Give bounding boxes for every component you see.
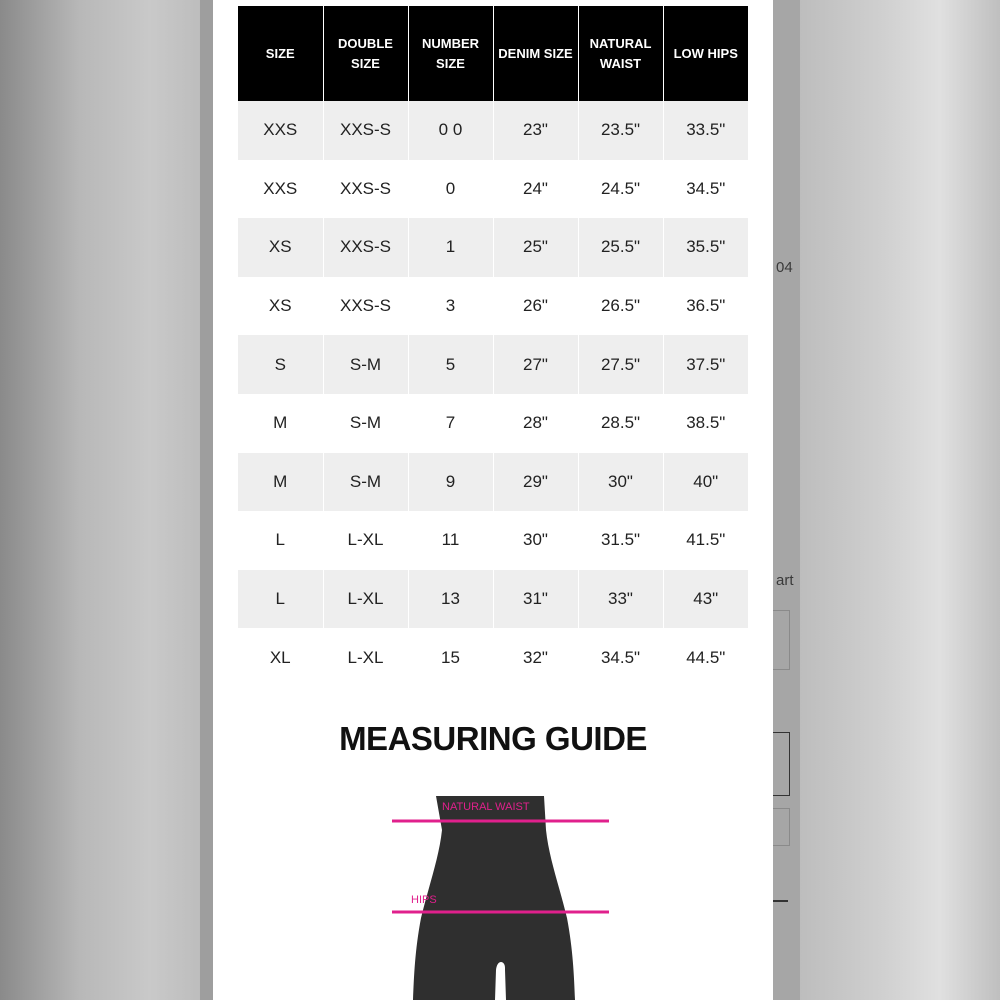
column-header: LOW HIPS bbox=[663, 6, 748, 101]
column-header: DOUBLE SIZE bbox=[323, 6, 408, 101]
table-cell: 28.5" bbox=[578, 394, 663, 453]
table-cell: 1 bbox=[408, 218, 493, 277]
table-cell: 26" bbox=[493, 277, 578, 336]
table-cell: 24.5" bbox=[578, 160, 663, 219]
table-cell: 11 bbox=[408, 511, 493, 570]
table-cell: 32" bbox=[493, 628, 578, 687]
table-cell: S-M bbox=[323, 335, 408, 394]
table-cell: 27.5" bbox=[578, 335, 663, 394]
table-cell: 34.5" bbox=[663, 160, 748, 219]
table-row bbox=[238, 277, 748, 336]
table-cell: 34.5" bbox=[578, 628, 663, 687]
table-cell: XXS-S bbox=[323, 101, 408, 160]
table-cell: XXS-S bbox=[323, 218, 408, 277]
background-button bbox=[772, 732, 790, 796]
table-row bbox=[238, 218, 748, 277]
hips-label: HIPS bbox=[411, 894, 437, 906]
table-cell: 33.5" bbox=[663, 101, 748, 160]
table-cell: S bbox=[238, 335, 323, 394]
table-row bbox=[238, 335, 748, 394]
table-cell: XXS-S bbox=[323, 277, 408, 336]
column-header: NATURAL WAIST bbox=[578, 6, 663, 101]
table-cell: 25.5" bbox=[578, 218, 663, 277]
table-cell: S-M bbox=[323, 453, 408, 512]
table-cell: 25" bbox=[493, 218, 578, 277]
background-divider bbox=[772, 900, 788, 902]
table-cell: 31" bbox=[493, 570, 578, 629]
table-cell: 44.5" bbox=[663, 628, 748, 687]
table-cell: 23.5" bbox=[578, 101, 663, 160]
table-cell: 41.5" bbox=[663, 511, 748, 570]
size-chart-table bbox=[238, 6, 748, 687]
table-cell: XXS bbox=[238, 101, 323, 160]
table-cell: 13 bbox=[408, 570, 493, 629]
table-cell: XL bbox=[238, 628, 323, 687]
table-cell: 7 bbox=[408, 394, 493, 453]
table-cell: 0 bbox=[408, 160, 493, 219]
silhouette-body bbox=[413, 796, 575, 1000]
table-cell: 38.5" bbox=[663, 394, 748, 453]
table-cell: 5 bbox=[408, 335, 493, 394]
table-cell: M bbox=[238, 453, 323, 512]
table-cell: XXS bbox=[238, 160, 323, 219]
table-cell: 35.5" bbox=[663, 218, 748, 277]
table-cell: 37.5" bbox=[663, 335, 748, 394]
table-cell: 26.5" bbox=[578, 277, 663, 336]
table-cell: 27" bbox=[493, 335, 578, 394]
size-chart-header-row bbox=[238, 6, 748, 101]
table-cell: 15 bbox=[408, 628, 493, 687]
table-row bbox=[238, 101, 748, 160]
background-text-fragment: 04 bbox=[776, 259, 793, 276]
background-button bbox=[772, 808, 790, 846]
table-row bbox=[238, 570, 748, 629]
table-cell: 36.5" bbox=[663, 277, 748, 336]
table-cell: L bbox=[238, 511, 323, 570]
table-cell: 40" bbox=[663, 453, 748, 512]
table-row bbox=[238, 628, 748, 687]
background-text-fragment: art bbox=[776, 572, 794, 589]
table-cell: L-XL bbox=[323, 628, 408, 687]
background-input-box bbox=[772, 610, 790, 670]
background-page-edge bbox=[773, 0, 800, 1000]
table-cell: 30" bbox=[578, 453, 663, 512]
column-header: DENIM SIZE bbox=[493, 6, 578, 101]
table-cell: XS bbox=[238, 218, 323, 277]
table-cell: 30" bbox=[493, 511, 578, 570]
silhouette-gap bbox=[497, 962, 505, 1000]
size-chart-modal bbox=[213, 0, 773, 1000]
table-cell: 28" bbox=[493, 394, 578, 453]
table-cell: 31.5" bbox=[578, 511, 663, 570]
table-cell: 23" bbox=[493, 101, 578, 160]
table-cell: 3 bbox=[408, 277, 493, 336]
table-cell: 0 0 bbox=[408, 101, 493, 160]
table-cell: M bbox=[238, 394, 323, 453]
table-cell: S-M bbox=[323, 394, 408, 453]
table-cell: L bbox=[238, 570, 323, 629]
measuring-guide-title: MEASURING GUIDE bbox=[339, 720, 647, 757]
table-cell: 29" bbox=[493, 453, 578, 512]
table-row bbox=[238, 394, 748, 453]
table-cell: 33" bbox=[578, 570, 663, 629]
column-header: NUMBER SIZE bbox=[408, 6, 493, 101]
table-row bbox=[238, 160, 748, 219]
table-cell: XXS-S bbox=[323, 160, 408, 219]
table-cell: L-XL bbox=[323, 511, 408, 570]
table-cell: L-XL bbox=[323, 570, 408, 629]
natural-waist-label: NATURAL WAIST bbox=[442, 801, 530, 813]
table-row bbox=[238, 453, 748, 512]
table-cell: XS bbox=[238, 277, 323, 336]
table-cell: 24" bbox=[493, 160, 578, 219]
table-cell: 9 bbox=[408, 453, 493, 512]
table-cell: 43" bbox=[663, 570, 748, 629]
table-row bbox=[238, 511, 748, 570]
column-header: SIZE bbox=[238, 6, 323, 101]
